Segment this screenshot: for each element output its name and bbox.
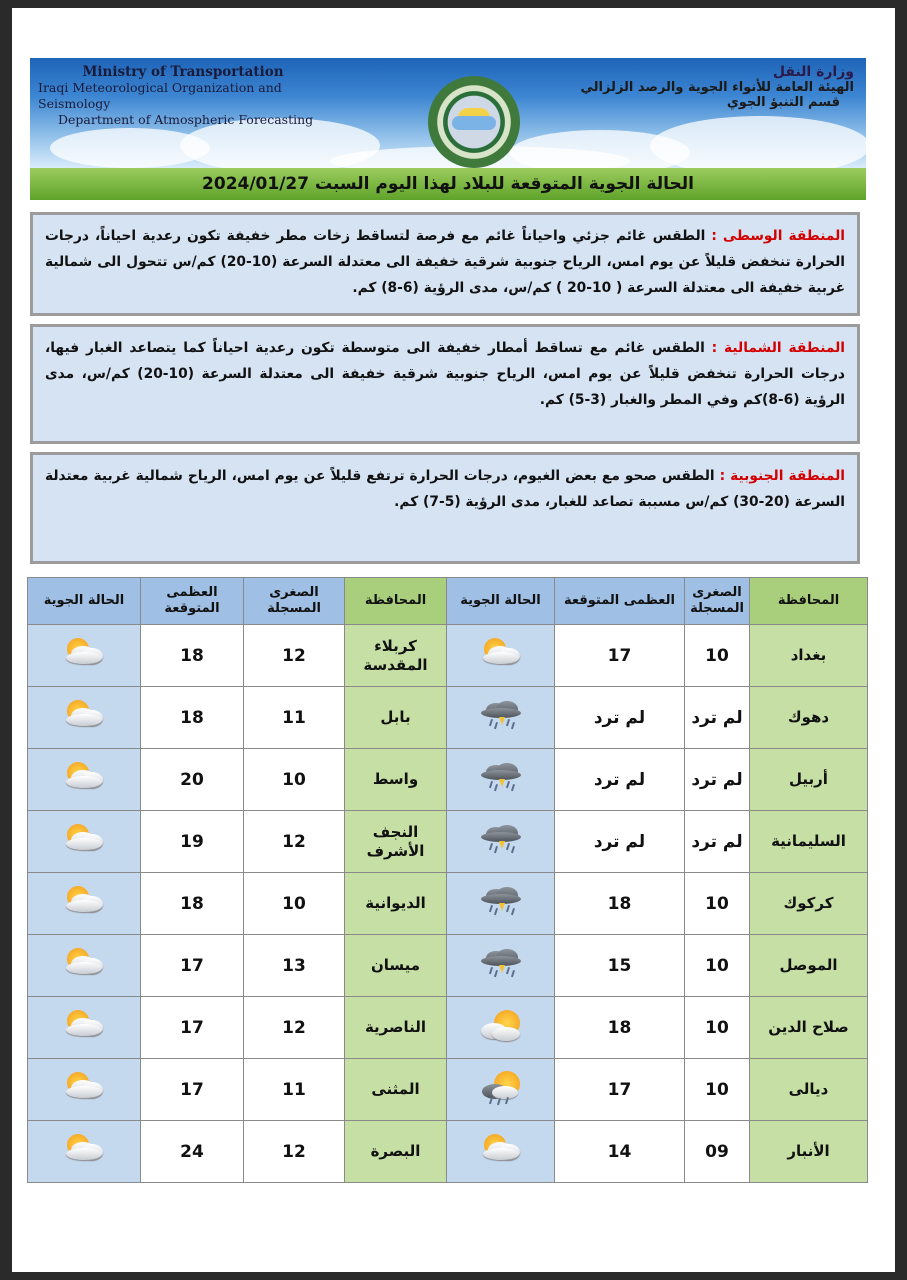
partly-cloudy-icon [61,885,107,917]
min-temp: 10 [685,625,750,687]
weather-icon-cell [28,811,141,873]
table-row [28,687,868,749]
province-name: ميسان [345,935,447,997]
weather-icon-cell [447,749,555,811]
thunder-rain-icon [478,885,524,917]
weather-icon-cell [447,687,555,749]
max-temp: 19 [141,811,244,873]
max-temp: 15 [555,935,685,997]
english-header [38,64,328,128]
max-temp: 17 [141,935,244,997]
partly-cloudy-icon [61,1009,107,1041]
min-temp: 13 [244,935,345,997]
partly-cloudy-icon [61,947,107,979]
partly-cloudy-icon [478,637,524,669]
province-name: أربيل [750,749,868,811]
region-label: المنطقة الجنوبية : [719,468,845,484]
min-temp: 10 [685,997,750,1059]
partly-cloudy-icon [61,699,107,731]
min-temp: 11 [244,687,345,749]
weather-icon-cell [447,1121,555,1183]
max-temp: 17 [141,997,244,1059]
region-label: المنطقة الشمالية : [711,340,846,356]
table-row [28,1059,868,1121]
partly-cloudy-icon [61,1133,107,1165]
min-temp: 12 [244,625,345,687]
region-text: الطقس غائم جزئي واحياناً غائم مع فرصة لتساقط زخات مطر خفيفة تكون رعدية احياناً، درجات الحرارة تنخفض قليلاً عن يوم امس، الرياح جنوبية شرقية خفيفة الى معتدلة السرعة (10-20) كم/س تتحول الى شمالية غربية خفيفة الى معتدلة السرعة ( 10-20 ) كم/س، مدى الرؤية (6-8) كم. [45,228,845,296]
min-temp: 10 [244,873,345,935]
weather-icon-cell [28,687,141,749]
header-max: العظمى المتوقعة [141,578,244,625]
weather-icon-cell [28,1059,141,1121]
ministry-name-ar: وزارة النقل [772,64,854,80]
province-name: بغداد [750,625,868,687]
weather-icon-cell [28,749,141,811]
title-bar [30,168,866,200]
max-temp: 24 [141,1121,244,1183]
header-min: الصغرى المسجلة [244,578,345,625]
header-max: العظمى المتوقعة [555,578,685,625]
weather-icon-cell [28,935,141,997]
table-row [28,749,868,811]
max-temp: 18 [555,997,685,1059]
province-name: كربلاء المقدسة [345,625,447,687]
max-temp: 14 [555,1121,685,1183]
province-name: دهوك [750,687,868,749]
province-name: البصرة [345,1121,447,1183]
thunder-rain-icon [478,947,524,979]
region-north [30,324,860,444]
min-temp: لم ترد [685,749,750,811]
province-name: السليمانية [750,811,868,873]
sun-cloud-icon [478,1009,524,1041]
max-temp: 18 [141,687,244,749]
max-temp: 18 [555,873,685,935]
partly-cloudy-icon [61,761,107,793]
province-name: الديوانية [345,873,447,935]
thunder-rain-icon [478,699,524,731]
header-min: الصغرى المسجلة [685,578,750,625]
max-temp: 17 [555,625,685,687]
min-temp: 12 [244,1121,345,1183]
header-province: المحافظة [750,578,868,625]
weather-icon-cell [447,811,555,873]
thunder-rain-icon [478,823,524,855]
max-temp: 20 [141,749,244,811]
max-temp: لم ترد [555,687,685,749]
partly-cloudy-icon [61,823,107,855]
max-temp: لم ترد [555,811,685,873]
weather-icon-cell [447,873,555,935]
max-temp: 17 [141,1059,244,1121]
min-temp: 09 [685,1121,750,1183]
min-temp: 10 [685,935,750,997]
thunder-rain-icon [478,761,524,793]
min-temp: لم ترد [685,687,750,749]
min-temp: 12 [244,997,345,1059]
department-name-ar: قسم التنبؤ الجوي [726,95,840,110]
province-name: صلاح الدين [750,997,868,1059]
weather-icon-cell [28,625,141,687]
table-row [28,873,868,935]
region-south [30,452,860,564]
min-temp: 10 [685,1059,750,1121]
weather-icon-cell [28,1121,141,1183]
ministry-name-en: Ministry of Transportation [82,64,284,80]
organization-logo [428,76,520,168]
forecast-table [27,577,868,1183]
weather-icon-cell [447,997,555,1059]
table-header-row [28,578,868,625]
weather-icon-cell [28,873,141,935]
province-name: بابل [345,687,447,749]
max-temp: 17 [555,1059,685,1121]
min-temp: 12 [244,811,345,873]
province-name: الأنبار [750,1121,868,1183]
max-temp: 18 [141,873,244,935]
department-name-en: Department of Atmospheric Forecasting [58,112,314,127]
partly-cloudy-icon [61,637,107,669]
header-banner [30,58,866,168]
province-name: ديالى [750,1059,868,1121]
page-title: الحالة الجوية المتوقعة للبلاد لهذا اليوم السبت 2024/01/27 [202,174,694,194]
header-weather: الحالة الجوية [447,578,555,625]
table-row [28,811,868,873]
weather-icon-cell [28,997,141,1059]
province-name: النجف الأشرف [345,811,447,873]
organization-name-ar: الهيئة العامة للأنواء الجوية والرصد الزلزالي [580,80,854,95]
arabic-header [574,64,854,110]
partly-cloudy-icon [61,1071,107,1103]
region-label: المنطقة الوسطى : [711,228,845,244]
organization-name-en: Iraqi Meteorological Organization and Seismology [38,80,282,111]
weather-icon-cell [447,935,555,997]
weather-icon-cell [447,625,555,687]
sun-rain-icon [478,1071,524,1103]
province-name: الناصرية [345,997,447,1059]
region-text: الطقس صحو مع بعض الغيوم، درجات الحرارة ترتفع قليلاً عن يوم امس، الرياح شمالية غربية معتدلة السرعة (20-30) كم/س مسببة تصاعد للغبار، مدى الرؤية (5-7) كم. [45,468,845,510]
table-row [28,997,868,1059]
region-text: الطقس غائم مع تساقط أمطار خفيفة الى متوسطة تكون رعدية احياناً كما يتصاعد الغبار فيها، درجات الحرارة تنخفض قليلاً عن يوم امس، الرياح جنوبية شرقية خفيفة الى معتدلة السرعة (10-20) كم/س، مدى الرؤية (6-8)كم وفي المطر والغبار (3-5) كم. [45,340,845,408]
partly-cloudy-icon [478,1133,524,1165]
province-name: واسط [345,749,447,811]
table-row [28,935,868,997]
province-name: الموصل [750,935,868,997]
table-row [28,1121,868,1183]
province-name: كركوك [750,873,868,935]
min-temp: 10 [244,749,345,811]
province-name: المثنى [345,1059,447,1121]
min-temp: لم ترد [685,811,750,873]
max-temp: 18 [141,625,244,687]
region-central [30,212,860,316]
weather-icon-cell [447,1059,555,1121]
header-province: المحافظة [345,578,447,625]
min-temp: 10 [685,873,750,935]
min-temp: 11 [244,1059,345,1121]
header-weather: الحالة الجوية [28,578,141,625]
table-row [28,625,868,687]
max-temp: لم ترد [555,749,685,811]
